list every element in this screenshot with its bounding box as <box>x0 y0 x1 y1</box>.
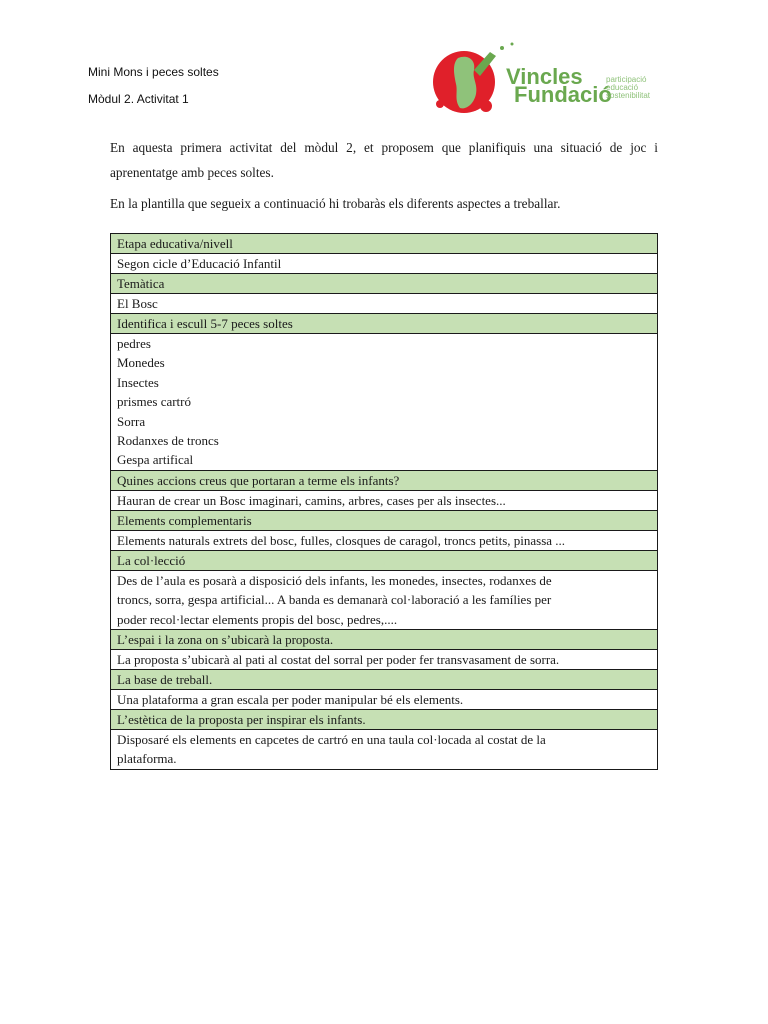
peca-item: prismes cartró <box>117 394 192 410</box>
peca-item: Insectes <box>117 374 159 390</box>
base-value: Una plataforma a gran escala per poder manipular bé els elements. <box>111 690 658 710</box>
logo-name-line2: Fundació <box>514 82 612 107</box>
logo-tag-1: participació <box>606 75 647 84</box>
peca-item: Gespa artifical <box>117 452 194 468</box>
estetica-value <box>111 730 658 770</box>
intro-text <box>110 135 658 222</box>
accions-value: Hauran de crear un Bosc imaginari, camins, arbres, cases per als insectes... <box>111 490 658 510</box>
peca-item: pedres <box>117 336 151 351</box>
intro-paragraph-2: En la plantilla que segueix a continuació hi trobaràs els diferents aspectes a treballar. <box>110 196 561 211</box>
base-header: La base de treball. <box>111 670 658 690</box>
colleccio-value <box>111 570 658 629</box>
intro-paragraph-1: En aquesta primera activitat del mòdul 2, et proposem que planifiquis una situació de joc i aprenentatge amb peces soltes. <box>110 140 658 180</box>
estetica-line: Disposaré els elements en capcetes de cartró en una taula col·locada al costat de la <box>117 732 546 748</box>
peces-header: Identifica i escull 5-7 peces soltes <box>111 314 658 334</box>
accions-header: Quines accions creus que portaran a terme els infants? <box>111 470 658 490</box>
estetica-line: plataforma. <box>117 751 177 767</box>
espai-header: L’espai i la zona on s’ubicarà la proposta. <box>111 630 658 650</box>
document-header <box>88 63 219 117</box>
peca-item: Monedes <box>117 355 165 371</box>
logo-tag-2: educació <box>606 83 639 92</box>
complementaris-value: Elements naturals extrets del bosc, fulles, closques de caragol, troncs petits, pinassa ... <box>111 530 658 550</box>
etapa-value: Segon cicle d’Educació Infantil <box>111 254 658 274</box>
etapa-header: Etapa educativa/nivell <box>111 234 658 254</box>
module-title: Mòdul 2. Activitat 1 <box>88 92 189 106</box>
planning-template-table <box>110 233 658 770</box>
peces-list <box>111 334 658 471</box>
estetica-header: L’estètica de la proposta per inspirar els infants. <box>111 710 658 730</box>
tematica-header: Temàtica <box>111 274 658 294</box>
complementaris-header: Elements complementaris <box>111 510 658 530</box>
peca-item: Sorra <box>117 413 146 429</box>
logo-name-line1: Vincles <box>506 64 583 89</box>
colleccio-line: poder recol·lectar elements propis del bosc, pedres,.... <box>117 611 398 627</box>
colleccio-header: La col·lecció <box>111 550 658 570</box>
colleccio-line: Des de l’aula es posarà a disposició dels infants, les monedes, insectes, rodanxes de <box>117 572 552 588</box>
espai-value: La proposta s’ubicarà al pati al costat del sorral per poder fer transvasament de sorra. <box>111 650 658 670</box>
tematica-value: El Bosc <box>111 294 658 314</box>
logo-tag-3: sostenibilitat <box>606 91 651 100</box>
course-title: Mini Mons i peces soltes <box>88 65 219 79</box>
peca-item: Rodanxes de troncs <box>117 433 219 449</box>
colleccio-line: troncs, sorra, gespa artificial... A banda es demanarà col·laboració a les famílies per <box>117 592 552 608</box>
vincles-fundacio-logo <box>428 40 668 120</box>
